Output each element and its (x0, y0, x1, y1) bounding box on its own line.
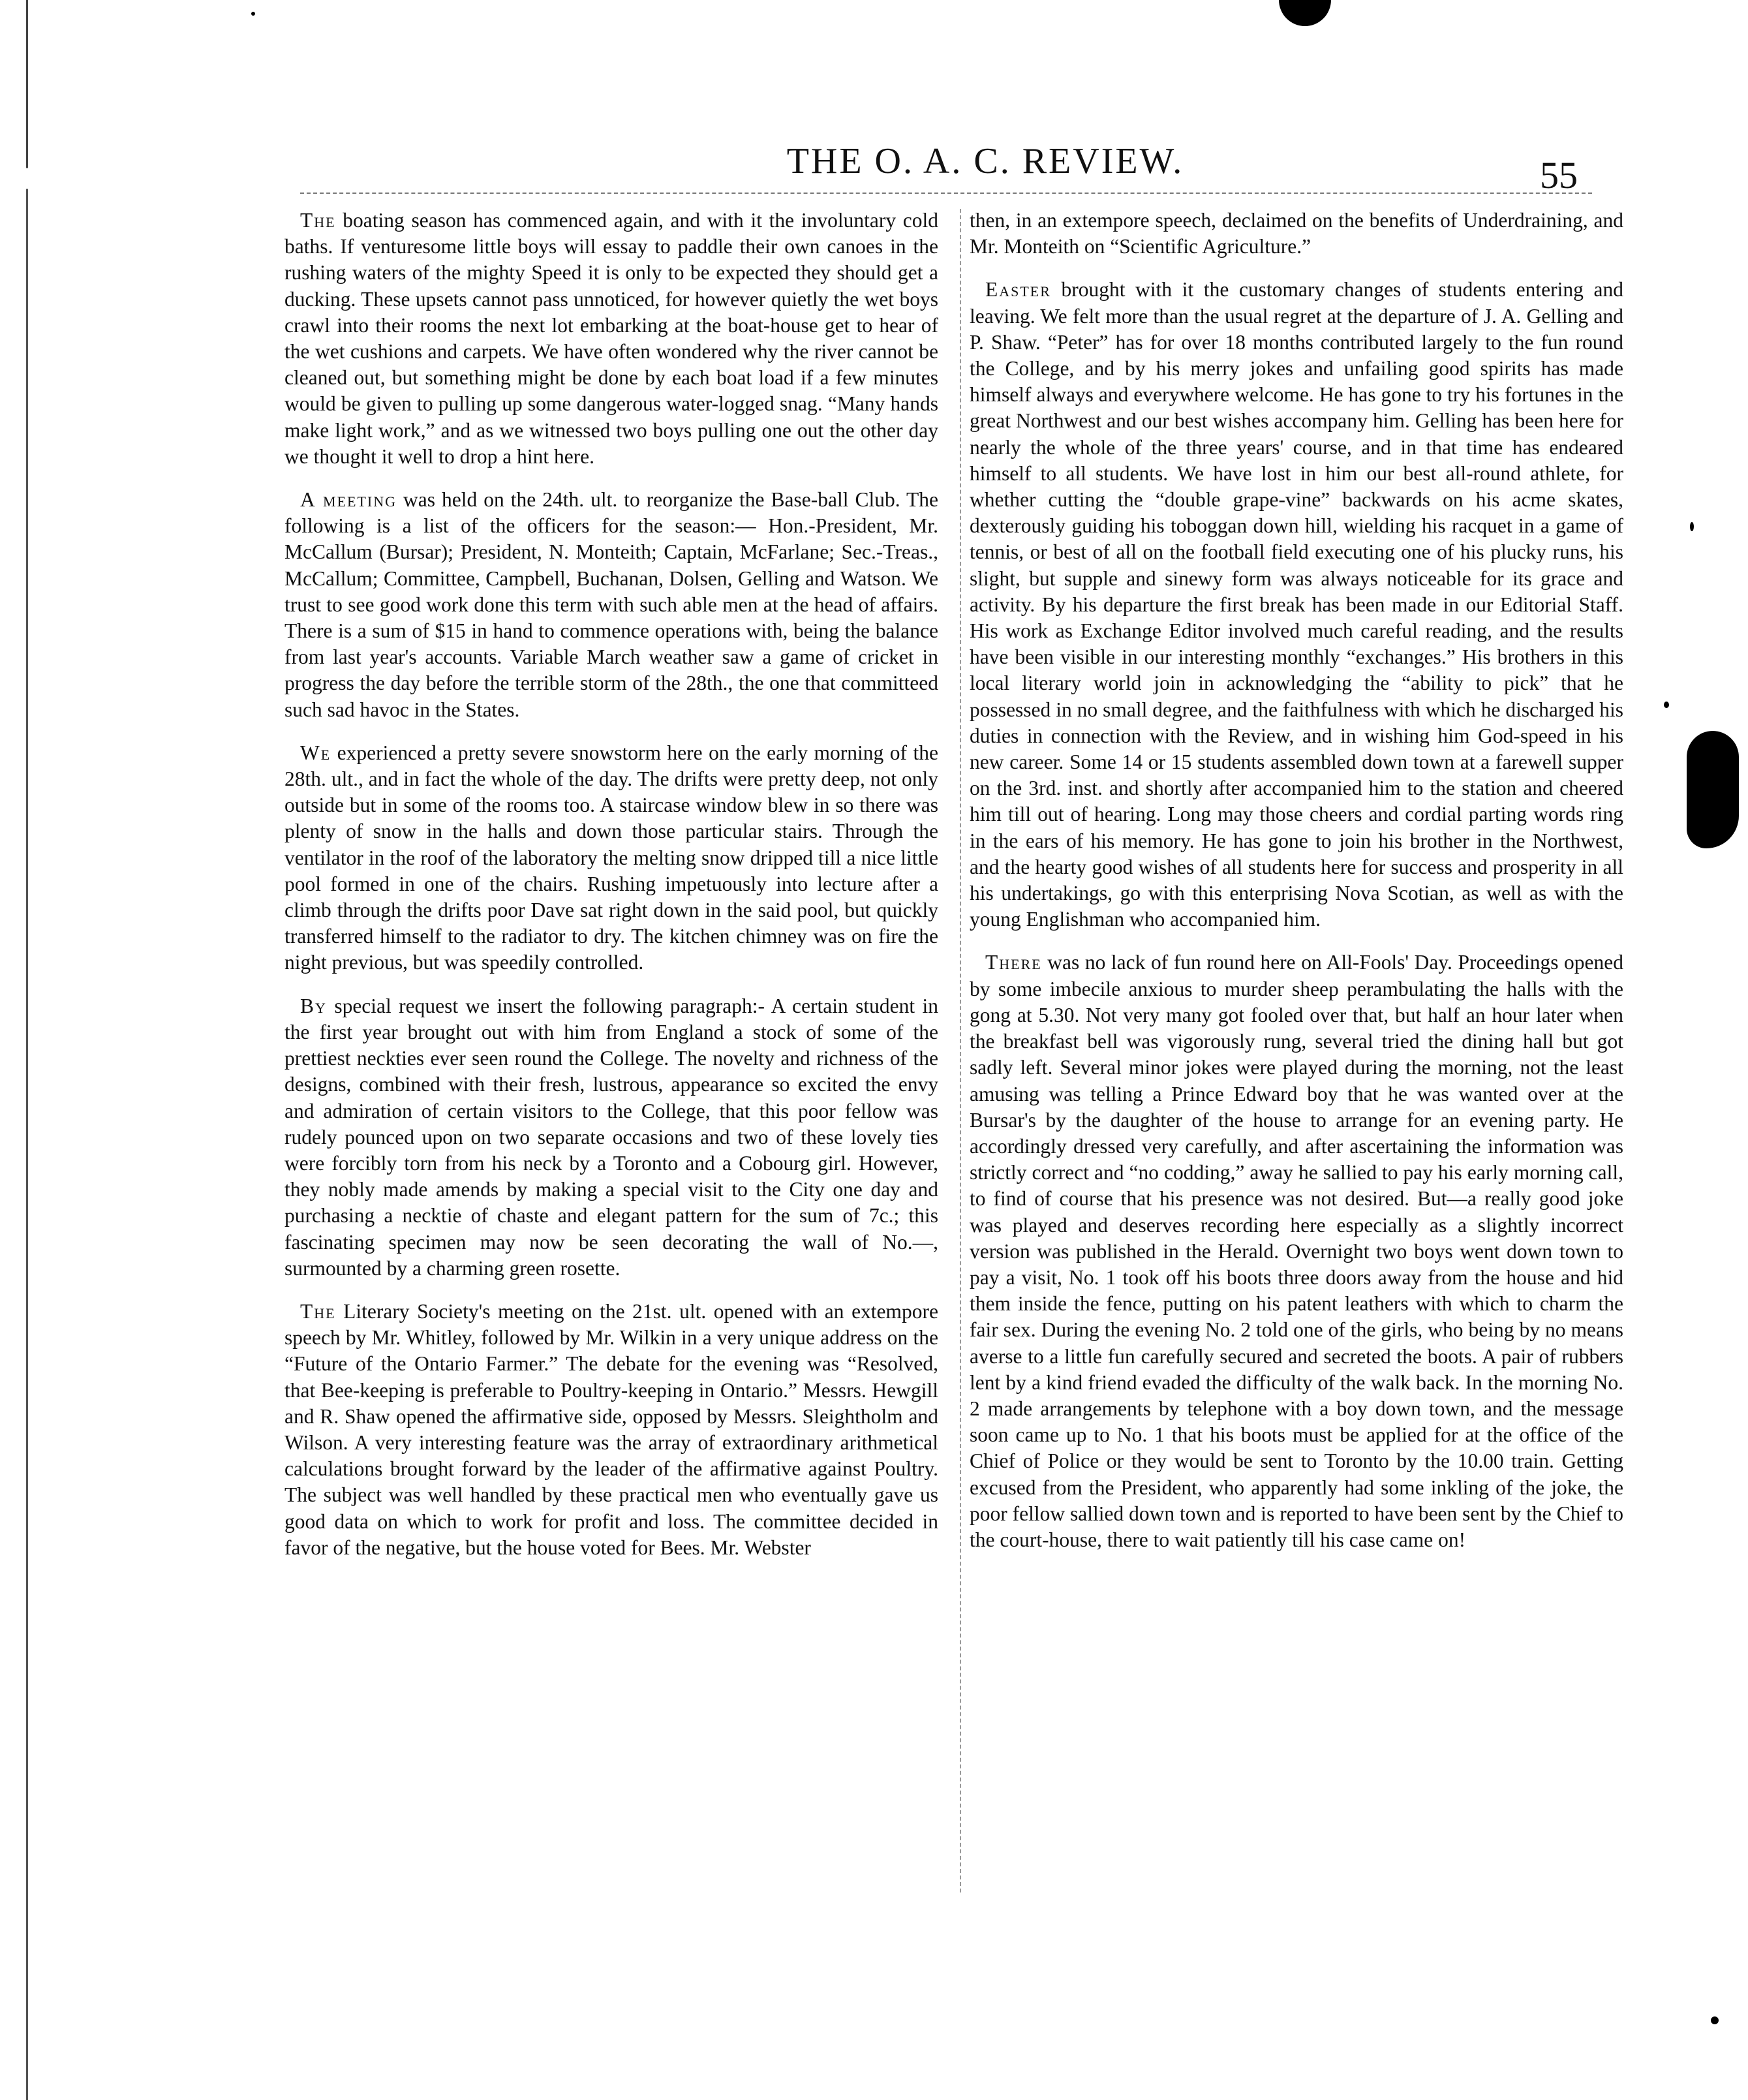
paragraph-easter (970, 277, 1623, 933)
paragraph-lead: The (300, 1299, 336, 1323)
ink-blot-top (1279, 0, 1331, 26)
page-header (300, 140, 1592, 199)
ink-blot-right (1687, 731, 1739, 848)
paragraph-text: was no lack of fun round here on All-Fools' Day. Proceedings opened by some imbecile anxious to murder sheep perambulating the halls with the gong at 5.30. Not very many got fooled over that, but half an hour later when the breakfast bell was vigorously rung, several tried the dining hall but got sadly left. Several minor jokes were played during the morning, not the least amusing was telling a Prince Edward boy that he was wanted over at the Bursar's by the daughter of the house to arrange for an evening party. He accordingly dressed very carefully, and after ascertaining the information was strictly correct and “no codding,” away he sallied to pay his early morning call, to find of course that his presence was not desired. But—a really good joke was played and deserves recording here especially as a slightly incorrect version was published in the Herald. Overnight two boys went down town to pay a visit, No. 1 took off his boots three doors away from the house and hid them inside the fence, putting on his patent leathers with which to charm the fair sex. During the evening No. 2 told one of the girls, who being by no means averse to a little fun carefully secured and secreted the boots. A pair of rubbers lent by a kind friend evaded the difficulty of the walk back. In the morning No. 2 made arrangements by telephone with a boy down town, and the message soon came up to No. 1 that his boots must be applied for at the office of the Chief of Police or they would be sent to Toronto by the 10.00 train. Getting excused from the President, who apparently had some inkling of the joke, the poor fellow sallied down town and is reported to have been sent by the Chief to the court-house, there to wait patiently till his case came on! (970, 951, 1623, 1551)
paragraph-lead: There (985, 951, 1042, 974)
paragraph-text: then, in an extempore speech, declaimed on the benefits of Underdraining, and Mr. Monteith on “Scientific Agriculture.” (970, 209, 1623, 258)
paragraph-literary-society (284, 1299, 938, 1561)
paragraph-lead: The (300, 209, 336, 232)
paragraph-text: boating season has commenced again, and with it the involuntary cold baths. If venturesome little boys will essay to paddle their own canoes in the rushing waters of the mighty Speed it is only to be expected they should get a ducking. These upsets cannot pass unnoticed, for however quietly the wet boys crawl into their rooms the next lot embarking at the boat-house get to hear of the wet cushions and carpets. We have often wondered why the river cannot be cleaned out, but something might be done by each boat load if a few minutes would be given to pulling up some dangerous water-logged snag. “Many hands make light work,” and as we witnessed two boys pulling one out the other day we thought it well to drop a hint here. (284, 209, 939, 468)
paragraph-continuation (970, 208, 1623, 260)
column-divider (960, 209, 961, 1892)
ink-speck (1664, 702, 1669, 708)
paragraph-boating (284, 208, 938, 470)
paragraph-snowstorm (284, 740, 938, 976)
paragraph-text: experienced a pretty severe snowstorm here on the early morning of the 28th. ult., and in fact the whole of the day. The drifts were pretty deep, not only outside but in some of the rooms too. A staircase window blew in so there was plenty of snow in the halls and down those particular stairs. Through the ventilator in the roof of the laboratory the melting snow dripped till a nice little pool formed in one of the chairs. Rushing impetuously into lecture after a climb through the drifts poor Dave sat right down in the said pool, but quickly transferred himself to the radiator to dry. The kitchen chimney was on fire the night previous, but was speedily controlled. (284, 741, 938, 974)
paragraph-all-fools-day (970, 950, 1623, 1553)
paragraph-lead: We (300, 741, 331, 764)
right-column (970, 208, 1623, 1570)
ink-speck (1690, 522, 1694, 531)
ink-speck (1711, 2016, 1719, 2024)
paragraph-baseball (284, 487, 938, 723)
paragraph-neckties (284, 993, 938, 1282)
page-number: 55 (1540, 154, 1578, 196)
masthead-title: THE O. A. C. REVIEW. (786, 141, 1184, 181)
paragraph-lead: Easter (985, 278, 1051, 301)
paragraph-lead: By (300, 994, 327, 1017)
left-column (284, 208, 938, 1578)
paragraph-lead: A meeting (300, 488, 397, 512)
paragraph-text: was held on the 24th. ult. to reorganize the Base-ball Club. The following is a list of the officers for the season:— Hon.-President, Mr. McCallum (Bursar); President, N. Monteith; Captain, McFarlane; Sec.-Treas., McCallum; Committee, Campbell, Buchanan, Dolsen, Gelling and Watson. We trust to see good work done this term with such able men at the head of affairs. There is a sum of $15 in hand to commence operations with, being the balance from last year's accounts. Variable March weather saw a game of cricket in progress the day before the terrible storm of the 28th., the one that committeed such sad havoc in the States. (284, 488, 939, 721)
ink-speck (251, 12, 255, 16)
paragraph-text: Literary Society's meeting on the 21st. ult. opened with an extempore speech by Mr. Whitley, followed by Mr. Wilkin in a very unique address on the “Future of the Ontario Farmer.” The debate for the evening was “Resolved, that Bee-keeping is preferable to Poultry-keeping in Ontario.” Messrs. Hewgill and R. Shaw opened the affirmative side, opposed by Messrs. Sleightholm and Wilson. A very interesting feature was the array of extraordinary arithmetical calculations brought forward by the leader of the affirmative against Poultry. The subject was well handled by these practical men who eventually gave us good data on which to work for profit and loss. The committee decided in favor of the negative, but the house voted for Bees. Mr. Webster (284, 1299, 939, 1559)
paragraph-text: special request we insert the following paragraph:- A certain student in the first year brought out with him from England a stock of some of the prettiest neckties ever seen round the College. The novelty and richness of the designs, combined with their fresh, lustrous, appearance so excited the envy and admiration of certain visitors to the College, that this poor fellow was rudely pounced upon on two separate occasions and two of these lovely ties were forcibly torn from his neck by a Toronto and a Cobourg girl. However, they nobly made amends by making a special visit to the City one day and purchasing a necktie of chaste and elegant pattern for the sum of 7c.; this fascinating specimen may now be seen decorating the wall of No.—, surmounted by a charming green rosette. (284, 994, 939, 1280)
scan-edge-line (26, 0, 28, 2100)
paragraph-text: brought with it the customary changes of students entering and leaving. We felt more than the usual regret at the departure of J. A. Gelling and P. Shaw. “Peter” has for over 18 months contributed largely to the fun round the College, and by his merry jokes and unfailing good spirits has made himself always and everywhere welcome. He has gone to try his fortunes in the great Northwest and our best wishes accompany him. Gelling has been here for nearly the whole of the three years' course, and in that time has endeared himself to all students. We have lost in him our best all-round athlete, for whether cutting the “double grape-vine” backwards on his acme skates, dexterously guiding his toboggan down hill, wielding his racquet in a game of tennis, or best of all on the football field executing one of his plucky runs, his slight, but supple and sinewy form was always noticeable for its grace and activity. By his departure the first break has been made in our Editorial Staff. His work as Exchange Editor involved much careful reading, and the results have been visible in our interesting monthly “exchanges.” His brothers in this local literary world join in acknowledging the “ability to pick” that he possessed in no small degree, and the faithfulness with which he discharged his duties in connection with the Review, and in wishing him God-speed in his new career. Some 14 or 15 students assembled down town at a farewell supper on the 3rd. inst. and shortly after accompanied him to the station and cheered him till out of hearing. Long may those cheers and cordial parting words ring in the ears of his memory. He has gone to join his brother in the Northwest, and the hearty good wishes of all students here for success and prosperity in all his undertakings, go with this enterprising Nova Scotian, as well as with the young Englishman who accompanied him. (970, 278, 1623, 931)
header-rule (300, 193, 1592, 194)
